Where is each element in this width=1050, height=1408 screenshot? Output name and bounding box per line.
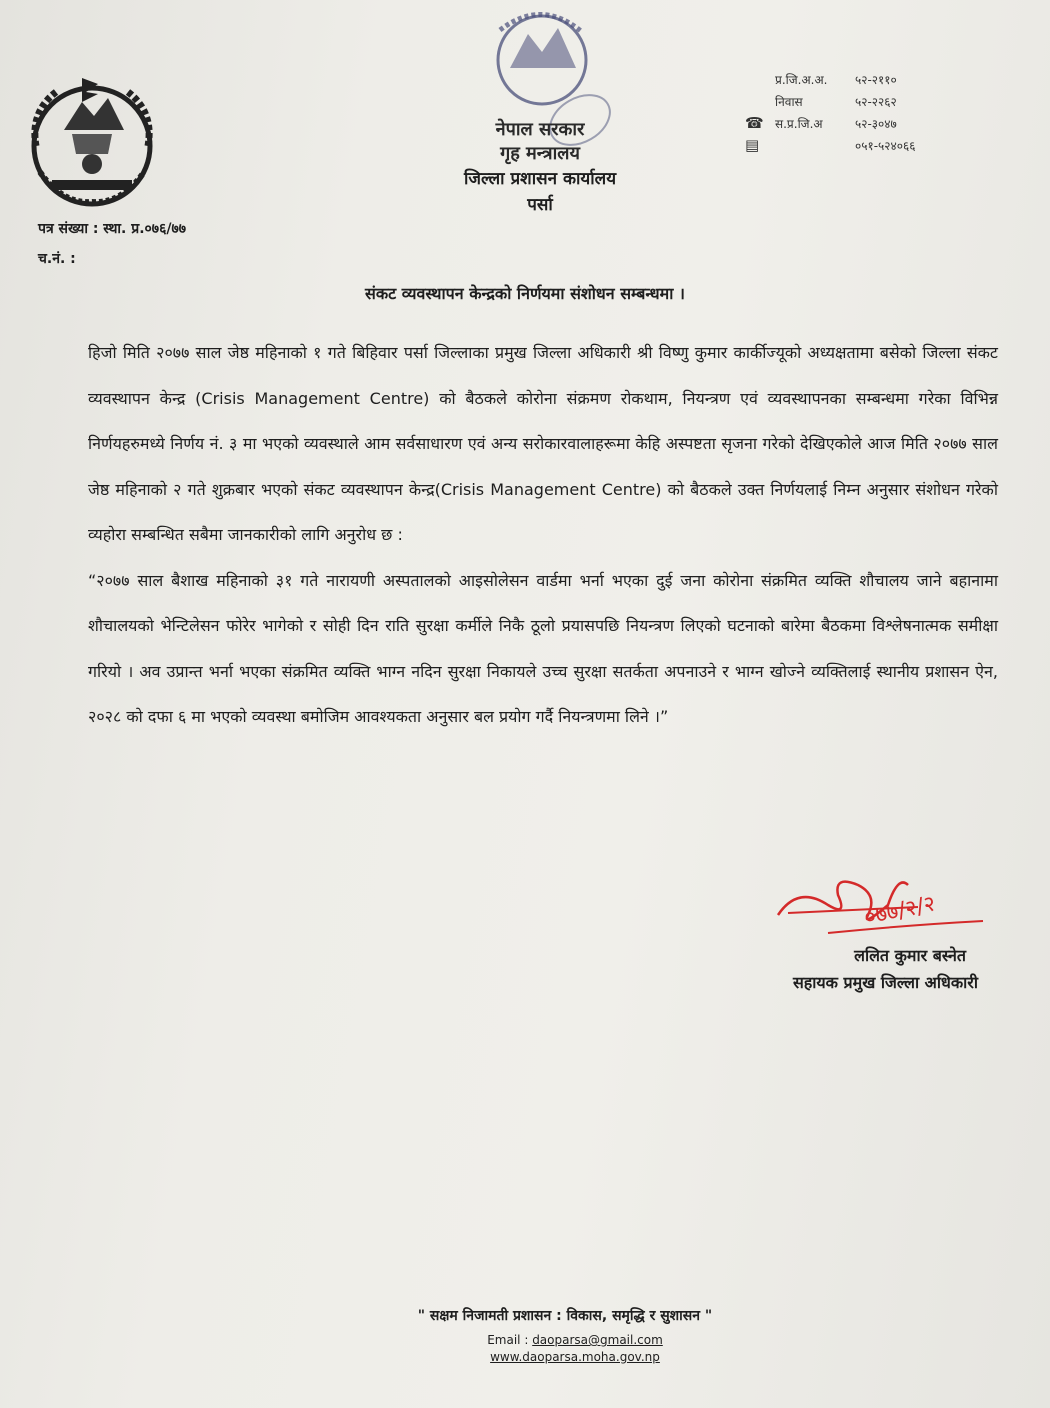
email-label: Email : (487, 1333, 533, 1347)
contact-number: ०५१-५२४०६६ (855, 138, 916, 153)
quoted-decision: “२०७७ साल बैशाख महिनाको ३१ गते नारायणी अस्पतालको आइसोलेसन वार्डमा भर्ना भएका दुई जना कोरोना संक्रमित व्यक्ति शौचालय जाने बहानामा शौचालयको भेन्टिलेसन फोरेर भागेको र सोही दिन राति सुरक्षा कर्मीले निकै ठूलो प्रयासपछि नियन्त्रण लिएको घटनाको बारेमा बैठकमा विश्लेषनात्मक समीक्षा गरियो । अव उप्रान्त भर्ना भएका संक्रमित व्यक्ति भाग्न नदिन सुरक्षा निकायले उच्च सुरक्षा सतर्कता अपनाउने र भाग्न खोज्ने व्यक्तिलाई स्थानीय प्रशासन ऐन, २०२८ को दफा ६ मा भएको व्यवस्था बमोजिम आवश्यकता अनुसार बल प्रयोग गर्दै नियन्त्रणमा लिने ।” (88, 570, 998, 726)
contact-block (745, 68, 945, 156)
ministry-name: गृह मन्त्रालय (500, 143, 580, 164)
contact-row (745, 134, 945, 156)
contact-number: ५२-२२६२ (855, 94, 897, 109)
reference-block (38, 214, 186, 274)
letter-body (88, 330, 998, 740)
nepal-emblem-icon (22, 72, 162, 212)
website-link[interactable]: www.daoparsa.moha.gov.np (490, 1350, 660, 1364)
fax-icon: ▤ (745, 136, 760, 154)
footer (0, 1306, 1050, 1364)
government-name: नेपाल सरकार (495, 119, 585, 140)
signatory-designation: सहायक प्रमुख जिल्ला अधिकारी (792, 973, 978, 992)
contact-number: ५२-३०४७ (855, 116, 897, 131)
body-paragraph: हिजो मिति २०७७ साल जेष्ठ महिनाको १ गते बिहिवार पर्सा जिल्लाका प्रमुख जिल्ला अधिकारी श्री विष्णु कुमार कार्कीज्यूको अध्यक्षतामा बसेको जिल्ला संकट व्यवस्थापन केन्द्र (Crisis Management Centre) को बैठकले कोरोना संक्रमण रोकथाम, नियन्त्रण एवं व्यवस्थापनका सम्बन्धमा गरेका विभिन्न निर्णयहरुमध्ये निर्णय नं. ३ मा भएको व्यवस्थाले आम सर्वसाधारण एवं अन्य सरोकारवालाहरूमा केहि अस्पष्टता सृजना गरेको देखिएकोले आज मिति २०७७ साल जेष्ठ महिनाको २ गते शुक्रबार भएको संकट व्यवस्थापन केन्द्र(Crisis Management Centre) को बैठकले उक्त निर्णयलाई निम्न अनुसार संशोधन गरेको व्यहोरा सम्बन्धित सबैमा जानकारीको लागि अनुरोध छ : (88, 343, 998, 544)
contact-row (745, 112, 945, 134)
signature-date: ०७७/२/२ (862, 891, 938, 931)
contact-number: ५२-२११० (855, 72, 897, 87)
letter-number: पत्र संख्या : स्था. प्र.०७६/७७ (38, 221, 187, 237)
office-header (400, 118, 680, 218)
contact-row (745, 68, 945, 90)
phone-icon: ☎ (745, 114, 764, 132)
contact-label: प्र.जि.अ.अ. (775, 72, 828, 87)
footer-motto: " सक्षम निजामती प्रशासन : विकास, समृद्धि र सुशासन " (417, 1308, 713, 1324)
signatory-name: ललित कुमार बस्नेत (854, 946, 966, 965)
subject-line: संकट व्यवस्थापन केन्द्रको निर्णयमा संशोधन सम्बन्धमा । (365, 284, 685, 303)
office-name: जिल्ला प्रशासन कार्यालय (463, 169, 617, 189)
district-name: पर्सा (527, 195, 553, 215)
email-link[interactable]: daoparsa@gmail.com (532, 1333, 663, 1347)
dispatch-number: च.नं. : (38, 251, 76, 267)
contact-label: निवास (775, 94, 803, 109)
handwritten-signature (768, 855, 988, 950)
footer-email (100, 1333, 1050, 1347)
signatory-block (748, 942, 978, 996)
contact-row (745, 90, 945, 112)
contact-label: स.प्र.जि.अ (775, 116, 823, 131)
